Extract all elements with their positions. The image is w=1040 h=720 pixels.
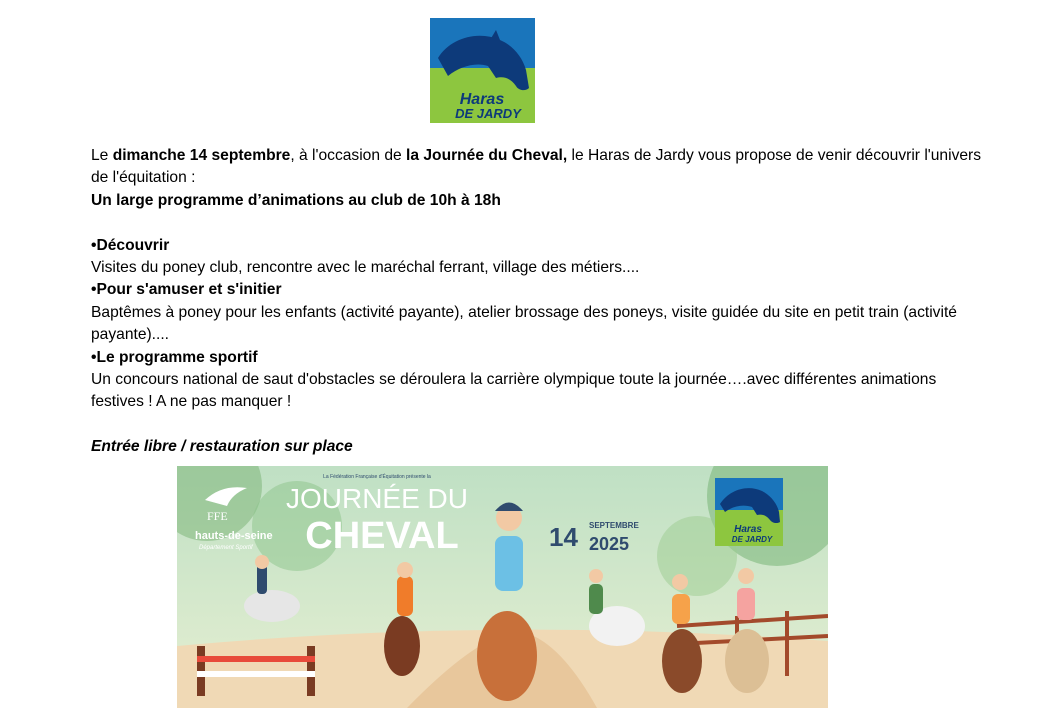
logo-line1: Haras: [459, 91, 505, 108]
section-text-sportif: Un concours national de saut d'obstacles se déroulera la carrière olympique toute la journée….avec différentes animations festives ! A ne pas manquer !: [91, 371, 937, 411]
section-title-initier: •Pour s'amuser et s'initier: [91, 281, 282, 299]
banner-month: SEPTEMBRE: [589, 521, 639, 530]
banner-logo-line1: Haras: [734, 524, 762, 535]
entry-note: Entrée libre / restauration sur place: [91, 438, 353, 456]
banner-logo-line2: de Jardy: [731, 535, 773, 544]
banner-year: 2025: [589, 534, 630, 554]
announcement-text: [91, 145, 986, 459]
intro-paragraph: Le dimanche 14 septembre, à l'occasion de la Journée du Cheval, le Haras de Jardy vous propose de venir découvrir l'univers de l'équitation :: [91, 147, 982, 187]
banner-title-line2: CHEVAL: [305, 515, 459, 557]
section-text-initier: Baptêmes à poney pour les enfants (activité payante), atelier brossage des poneys, visite guidée du site en petit train (activité payante)....: [91, 303, 957, 344]
banner-title-line1: JOURNÉE DU: [285, 483, 469, 514]
banner-day: 14: [549, 522, 578, 552]
hds-line1: hauts-de-seine: [195, 530, 273, 542]
banner-presenter: La Fédération Française d'Équitation présente la: [323, 474, 431, 480]
section-title-decouvrir: •Découvrir: [91, 236, 170, 254]
section-text-decouvrir: Visites du poney club, rencontre avec le maréchal ferrant, village des métiers....: [91, 259, 640, 277]
event-date: dimanche 14 septembre: [112, 147, 291, 164]
event-name: la Journée du Cheval,: [406, 147, 568, 164]
logo-line2: de Jardy: [455, 106, 521, 121]
program-headline: Un large programme d’animations au club de 10h à 18h: [91, 191, 501, 209]
section-title-sportif: •Le programme sportif: [91, 348, 258, 366]
banner-date: [549, 521, 639, 554]
banner-haras-logo: [715, 478, 783, 546]
hds-line2: Département Sportif: [199, 545, 253, 551]
haras-de-jardy-logo: [430, 18, 535, 123]
ffe-label: FFE: [207, 509, 228, 523]
journee-du-cheval-banner: [177, 466, 828, 708]
